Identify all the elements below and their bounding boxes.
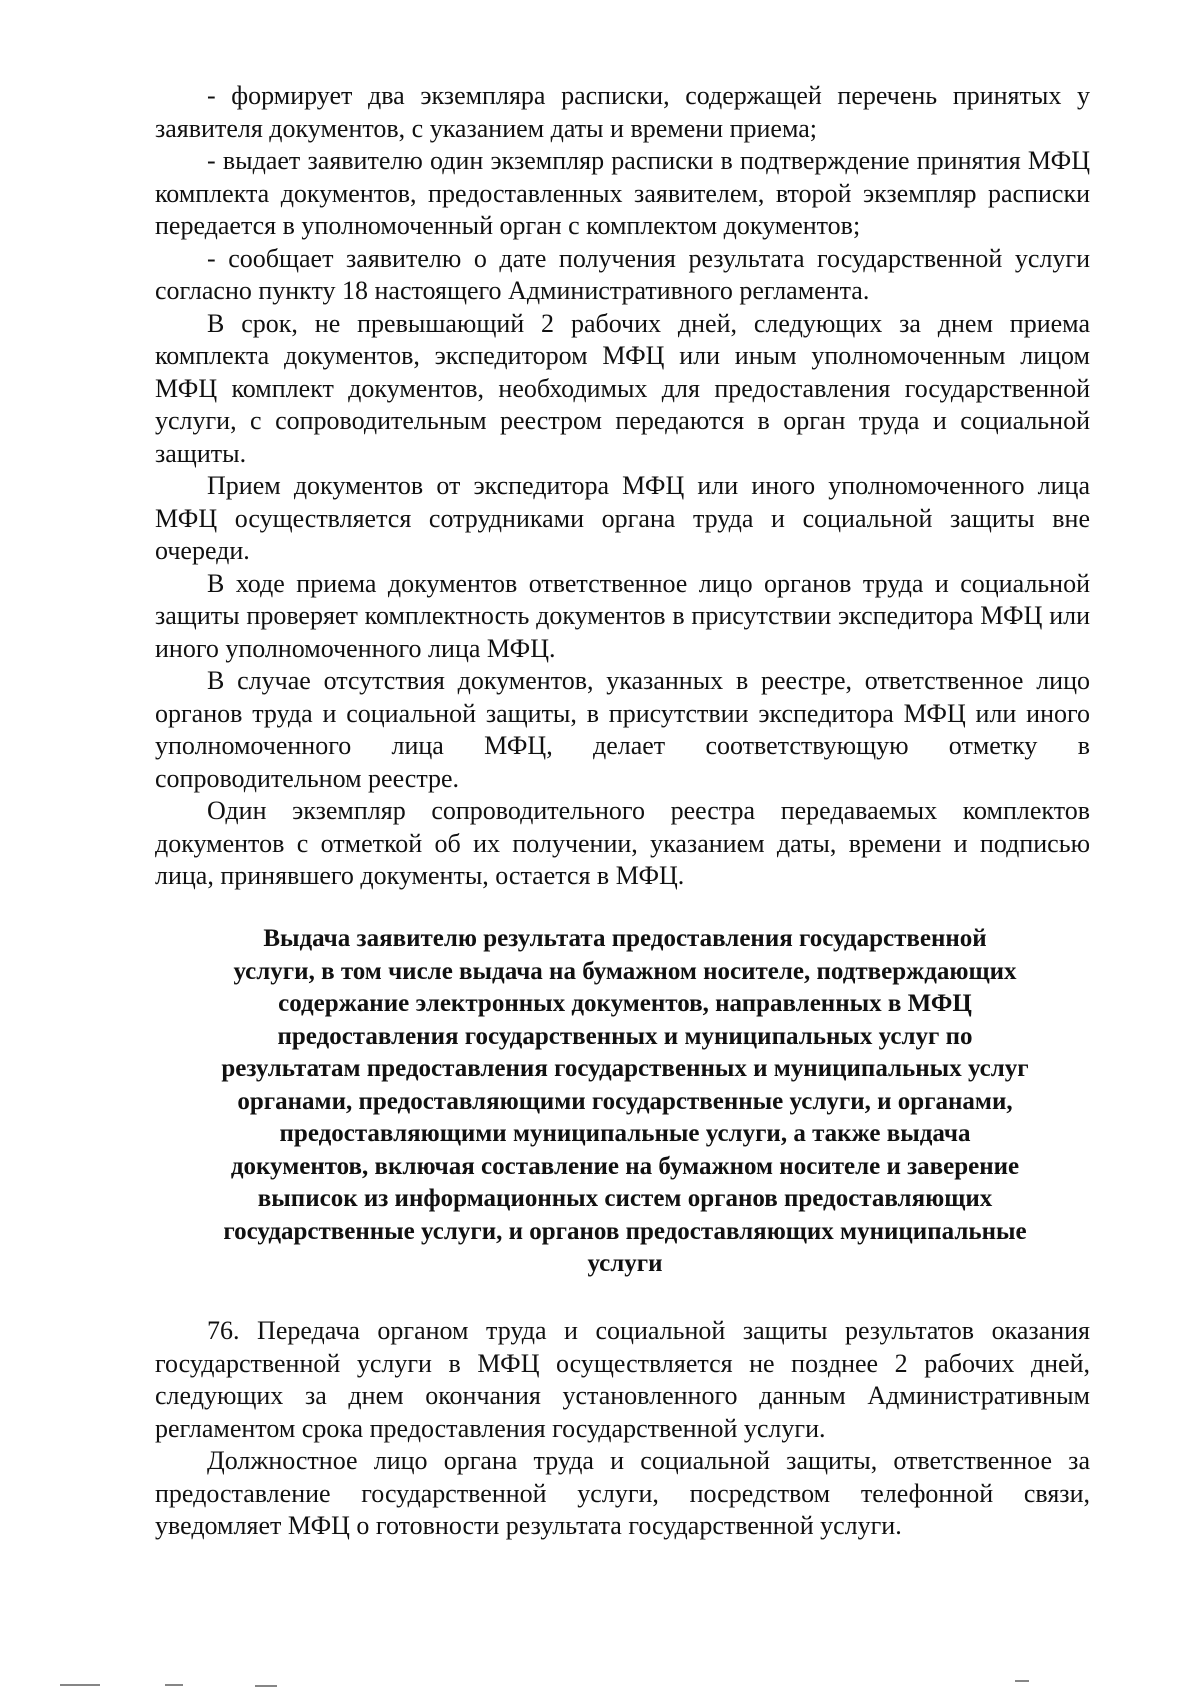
paragraph-completeness-check: В ходе приема документов ответственное лицо органов труда и социальной защиты проверяет комплектность документов в присутствии экспедитора МФЦ или иного уполномоченного лица МФЦ.: [155, 568, 1090, 663]
heading-line: услуги: [587, 1250, 663, 1277]
heading-line: содержание электронных документов, направленных в МФЦ: [278, 990, 972, 1017]
scan-artifact: [255, 1685, 277, 1687]
paragraph-receipt-copies: - формирует два экземпляра расписки, содержащей перечень принятых у заявителя документов, с указанием даты и времени приема;: [155, 81, 1090, 143]
paragraph-reception-expeditor: Прием документов от экспедитора МФЦ или иного уполномоченного лица МФЦ осуществляется сотрудниками органа труда и социальной защиты вне очереди.: [155, 471, 1090, 565]
paragraph-76-transfer: 76. Передача органом труда и социальной защиты результатов оказания государственной услуги в МФЦ осуществляется не позднее 2 рабочих дней, следующих за днем окончания установленного данным Административным регламентом срока предоставления государственной услуги.: [155, 1316, 1090, 1443]
paragraph-missing-documents: В случае отсутствия документов, указанных в реестре, ответственное лицо органов труда и социальной защиты, в присутствии экспедитора МФЦ или иного уполномоченного лица МФЦ, делает соответствующую отметку в сопроводительном реестре.: [155, 666, 1090, 793]
body-text-top: [155, 80, 1090, 893]
paragraph-registry-copy: Один экземпляр сопроводительного реестра передаваемых комплектов документов с отметкой об их получении, указанием даты, времени и подписью лица, принявшего документы, остается в МФЦ.: [155, 796, 1090, 890]
heading-line: Выдача заявителю результата предоставления государственной: [263, 925, 987, 952]
heading-line: выписок из информационных систем органов предоставляющих: [257, 1185, 993, 1212]
heading-line: предоставления государственных и муниципальных услуг по: [277, 1022, 973, 1050]
heading-line: органами, предоставляющими государственные услуги, и органами,: [237, 1087, 1013, 1115]
heading-line: документов, включая составление на бумажном носителе и заверение: [230, 1152, 1020, 1180]
scan-artifact: [1015, 1680, 1029, 1682]
scan-artifact: [60, 1684, 100, 1686]
paragraph-issue-receipt: - выдает заявителю один экземпляр расписки в подтверждение принятия МФЦ комплекта документов, предоставленных заявителем, второй экземпляр расписки передается в уполномоченный орган с комплектом документов;: [155, 146, 1090, 240]
heading-line: предоставляющими муниципальные услуги, а также выдача: [279, 1120, 971, 1147]
heading-line: результатам предоставления государственных и муниципальных услуг: [221, 1055, 1029, 1082]
paragraph-inform-date: - сообщает заявителю о дате получения результата государственной услуги согласно пункту 18 настоящего Административного регламента.: [155, 243, 1090, 305]
section-heading: [165, 923, 1085, 1281]
body-text-bottom: [155, 1315, 1090, 1543]
paragraph-notify-readiness: Должностное лицо органа труда и социальной защиты, ответственное за предоставление государственной услуги, посредством телефонной связи, уведомляет МФЦ о готовности результата государственной услуги.: [155, 1446, 1090, 1540]
heading-line: государственные услуги, и органов предоставляющих муниципальные: [223, 1217, 1027, 1245]
scan-artifact: [165, 1684, 183, 1686]
heading-line: услуги, в том числе выдача на бумажном носителе, подтверждающих: [233, 957, 1017, 985]
paragraph-transfer-deadline: В срок, не превышающий 2 рабочих дней, следующих за днем приема комплекта документов, экспедитором МФЦ или иным уполномоченным лицом МФЦ комплект документов, необходимых для предоставления государственной услуги, с сопроводительным реестром передаются в орган труда и социальной защиты.: [155, 308, 1090, 468]
